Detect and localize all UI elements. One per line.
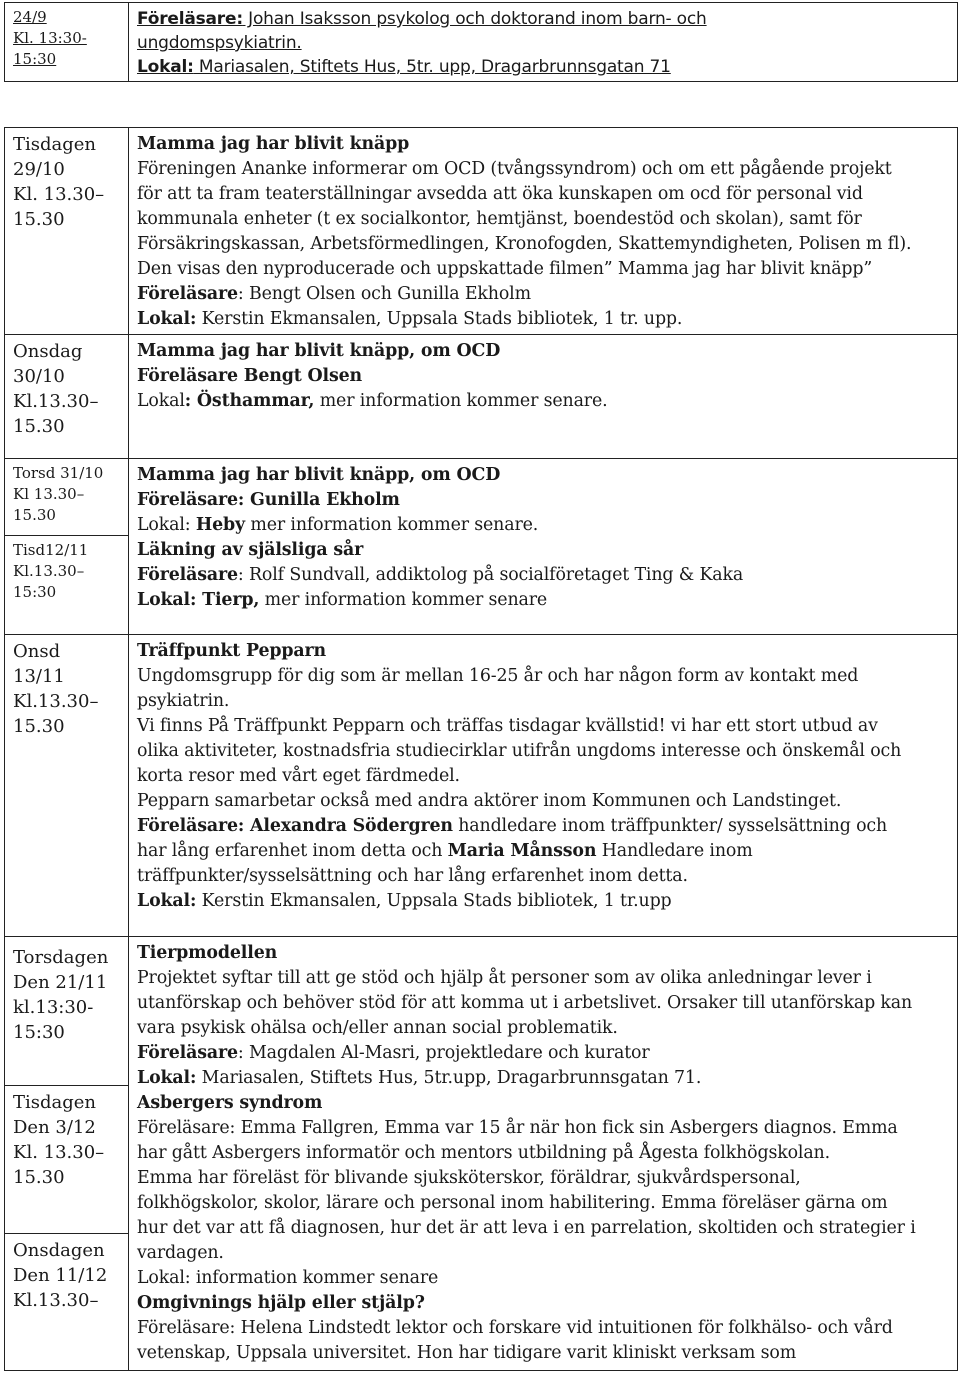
text: Pepparn samarbetar också med andra aktörer inom Kommunen och Landstinget. <box>137 791 842 811</box>
text-line <box>137 182 951 207</box>
bold-text: Asbergers syndrom <box>137 1093 323 1113</box>
bold-text: Föreläsare Bengt Olsen <box>137 366 363 386</box>
text-line <box>137 257 951 282</box>
date-line: Tisdagen <box>13 1092 97 1113</box>
date-line: 29/10 <box>13 159 65 180</box>
schedule-table-top <box>4 2 958 82</box>
text-line <box>137 488 951 513</box>
text-line <box>137 814 951 839</box>
date-line: Kl. 13.30– <box>13 1142 105 1163</box>
text: : Bengt Olsen och Gunilla Ekholm <box>237 284 531 304</box>
text: Lokal <box>137 391 185 411</box>
text: handledare inom träffpunkter/ sysselsättning och <box>452 816 888 836</box>
text-line <box>137 966 951 991</box>
text: Ungdomsgrupp för dig som är mellan 16-25 år och har någon form av kontakt med <box>137 666 859 686</box>
text: Mariasalen, Stiftets Hus, 5tr. upp, Dragarbrunnsgatan 71 <box>193 57 671 77</box>
text: Emma har föreläst för blivande sjuksköterskor, föräldrar, sjukvårdspersonal, <box>137 1168 801 1188</box>
text: hur det var att få diagnosen, hur det är att leva i en parrelation, skoltiden och strategier i <box>137 1218 916 1238</box>
bold-text: Föreläsare <box>137 565 238 585</box>
date-block <box>5 459 128 535</box>
text: Projektet syftar till att ge stöd och hjälp åt personer som av olika anledningar lever i <box>137 968 872 988</box>
text: folkhögskolor, skolor, lärare och personal inom habilitering. Emma föreläser gärna om <box>137 1193 888 1213</box>
bold-text: Omgivnings hjälp eller stjälp? <box>137 1293 425 1313</box>
date-cell <box>5 335 129 459</box>
text-line <box>137 55 951 79</box>
bold-text: Föreläsare: Gunilla Ekholm <box>137 490 400 510</box>
bold-text: Lokal: <box>137 57 194 77</box>
date-cell <box>5 459 129 635</box>
date-line: Den 11/12 <box>13 1265 108 1286</box>
text: Vi finns På Träffpunkt Pepparn och träffas tisdagar kvällstid! vi har ett stort utbud av <box>137 716 878 736</box>
date-line: Den 3/12 <box>13 1117 96 1138</box>
text-line <box>137 1291 951 1316</box>
date-cell <box>5 937 129 1371</box>
schedule-row <box>5 128 958 335</box>
date-line: 15:30 <box>13 583 57 601</box>
date-line: Kl.13.30– <box>13 391 99 412</box>
text-line <box>137 1016 951 1041</box>
text: vetenskap, Uppsala universitet. Hon har tidigare varit kliniskt verksam som <box>137 1343 797 1363</box>
date-line: Kl 13.30– <box>13 485 85 503</box>
text: mer information kommer senare. <box>245 515 539 535</box>
text: vardagen. <box>137 1243 224 1263</box>
text: Föreläsare: Emma Fallgren, Emma var 15 år när hon fick sin Asbergers diagnos. Emma <box>137 1118 898 1138</box>
event-cell <box>129 635 958 937</box>
date-block <box>5 1085 128 1233</box>
bold-text: : Östhammar, <box>184 391 315 411</box>
text: träffpunkter/sysselsättning och har lång erfarenhet inom detta. <box>137 866 688 886</box>
date-line: Tisdagen <box>13 134 97 155</box>
text: mer information kommer senare <box>259 590 548 610</box>
date-line: 30/10 <box>13 366 65 387</box>
text: Johan Isaksson psykolog och doktorand inom barn- och <box>242 9 707 29</box>
date-cell <box>5 128 129 335</box>
text: Föreläsare: Helena Lindstedt lektor och forskare vid intuitionen för folkhälso- och vård <box>137 1318 893 1338</box>
text-line <box>137 132 951 157</box>
text-line <box>137 563 951 588</box>
text: olika aktiviteter, kostnadsfria studiecirklar utifrån ungdoms interesse och önskemål och <box>137 741 902 761</box>
text-line <box>137 714 951 739</box>
text: korta resor med vårt eget färdmedel. <box>137 766 460 786</box>
date-cell <box>5 3 129 82</box>
bold-text: Föreläsare <box>137 284 238 304</box>
date-line: Kl.13.30– <box>13 1290 99 1311</box>
text-line <box>137 839 951 864</box>
text-line <box>137 889 951 914</box>
event-cell <box>129 937 958 1371</box>
date-block <box>5 535 128 631</box>
date-line: Kl. 13:30-15:30 <box>13 29 87 68</box>
date-line: Kl. 13.30– <box>13 184 105 205</box>
date-line: Kl.13.30– <box>13 691 99 712</box>
text-line <box>137 1066 951 1091</box>
date-block <box>5 937 128 1085</box>
text-line <box>137 207 951 232</box>
bold-text: Föreläsare: Alexandra Södergren <box>137 816 453 836</box>
date-line: 24/9 <box>13 8 47 26</box>
text: Kerstin Ekmansalen, Uppsala Stads bibliotek, 1 tr. upp. <box>196 309 683 329</box>
date-line: Onsdagen <box>13 1240 105 1261</box>
text-line <box>137 1166 951 1191</box>
text: ungdomspsykiatrin. <box>137 33 302 53</box>
text-line <box>137 538 951 563</box>
date-line: Onsd <box>13 641 61 662</box>
event-cell <box>129 459 958 635</box>
date-line: 15.30 <box>13 1167 65 1188</box>
bold-text: Mamma jag har blivit knäpp <box>137 134 410 154</box>
text-line <box>137 739 951 764</box>
text-line <box>137 1191 951 1216</box>
text-line <box>137 789 951 814</box>
date-line: Onsdag <box>13 341 83 362</box>
text-line <box>137 864 951 889</box>
text-line <box>137 639 951 664</box>
schedule-row <box>5 635 958 937</box>
bold-text: Träffpunkt Pepparn <box>137 641 327 661</box>
date-line: Kl.13.30– <box>13 562 85 580</box>
event-cell <box>129 3 958 82</box>
schedule-row <box>5 459 958 635</box>
text: har lång erfarenhet inom detta och <box>137 841 448 861</box>
text: : Rolf Sundvall, addiktolog på socialföretaget Ting & Kaka <box>237 565 744 585</box>
text: Den visas den nyproducerade och uppskattade filmen” Mamma jag har blivit knäpp” <box>137 259 873 279</box>
date-block <box>5 1233 128 1313</box>
text-line <box>137 1316 951 1341</box>
text: Lokal: <box>137 515 196 535</box>
date-line: 15:30 <box>13 1022 65 1043</box>
text: har gått Asbergers informatör och mentors utbildning på Ågesta folkhögskolan. <box>137 1143 830 1163</box>
bold-text: Lokal: Tierp, <box>137 590 260 610</box>
schedule-row <box>5 335 958 459</box>
event-cell <box>129 335 958 459</box>
text-line <box>137 689 951 714</box>
bold-text: Föreläsare: <box>137 9 243 29</box>
text-line <box>137 1266 951 1291</box>
text: Handledare inom <box>596 841 753 861</box>
bold-text: Mamma jag har blivit knäpp, om OCD <box>137 465 501 485</box>
text-line <box>137 389 951 414</box>
text-line <box>137 339 951 364</box>
bold-text: Lokal: <box>137 1068 197 1088</box>
text-line <box>137 282 951 307</box>
text-line <box>137 941 951 966</box>
text-line <box>137 157 951 182</box>
date-line: Tisd12/11 <box>13 541 89 559</box>
text-line <box>137 588 951 613</box>
text: Föreningen Ananke informerar om OCD (tvångssyndrom) och om ett pågående projekt <box>137 159 892 179</box>
text: Försäkringskassan, Arbetsförmedlingen, Kronofogden, Skattemyndigheten, Polisen m fl). <box>137 234 912 254</box>
text-line <box>137 364 951 389</box>
schedule-row <box>5 3 958 82</box>
date-line: Torsdagen <box>13 947 109 968</box>
text-line <box>137 991 951 1016</box>
bold-text: Heby <box>195 515 245 535</box>
date-line: kl.13:30- <box>13 997 94 1018</box>
text-line <box>137 1116 951 1141</box>
text: vara psykisk ohälsa och/eller annan social problematik. <box>137 1018 618 1038</box>
text: psykiatrin. <box>137 691 230 711</box>
text-line <box>137 232 951 257</box>
text: kommunala enheter (t ex socialkontor, hemtjänst, boendestöd och skolan), samt för <box>137 209 862 229</box>
date-line: 15.30 <box>13 416 65 437</box>
text-line <box>137 513 951 538</box>
text: : Magdalen Al-Masri, projektledare och kurator <box>237 1043 650 1063</box>
schedule-row <box>5 937 958 1371</box>
bold-text: Maria Månsson <box>447 841 597 861</box>
bold-text: Lokal: <box>137 891 197 911</box>
event-cell <box>129 128 958 335</box>
text-line <box>137 463 951 488</box>
date-line: Den 21/11 <box>13 972 108 993</box>
text-line <box>137 7 951 31</box>
text-line <box>137 1091 951 1116</box>
schedule-table-main <box>4 127 958 1371</box>
bold-text: Lokal: <box>137 309 197 329</box>
date-cell <box>5 635 129 937</box>
text: utanförskap och behöver stöd för att komma ut i arbetslivet. Orsaker till utanförskap kan <box>137 993 913 1013</box>
text: Mariasalen, Stiftets Hus, 5tr.upp, Dragarbrunnsgatan 71. <box>196 1068 702 1088</box>
date-line: 15.30 <box>13 716 65 737</box>
text-line <box>137 31 951 55</box>
text-line <box>137 1141 951 1166</box>
text-line <box>137 764 951 789</box>
date-line: 15.30 <box>13 209 65 230</box>
bold-text: Föreläsare <box>137 1043 238 1063</box>
text: Lokal: information kommer senare <box>137 1268 439 1288</box>
text-line <box>137 1216 951 1241</box>
text-line <box>137 307 951 332</box>
text-line <box>137 1341 951 1366</box>
text-line <box>137 1041 951 1066</box>
text: mer information kommer senare. <box>314 391 608 411</box>
date-line: Torsd 31/10 <box>13 464 104 482</box>
date-line: 13/11 <box>13 666 65 687</box>
bold-text: Tierpmodellen <box>137 943 278 963</box>
text: Kerstin Ekmansalen, Uppsala Stads bibliotek, 1 tr.upp <box>196 891 672 911</box>
text-line <box>137 1241 951 1266</box>
bold-text: Läkning av själsliga sår <box>137 540 364 560</box>
text-line <box>137 664 951 689</box>
text: för att ta fram teaterställningar avsedda att öka kunskapen om ocd för personal vid <box>137 184 863 204</box>
date-line: 15.30 <box>13 506 56 524</box>
bold-text: Mamma jag har blivit knäpp, om OCD <box>137 341 501 361</box>
